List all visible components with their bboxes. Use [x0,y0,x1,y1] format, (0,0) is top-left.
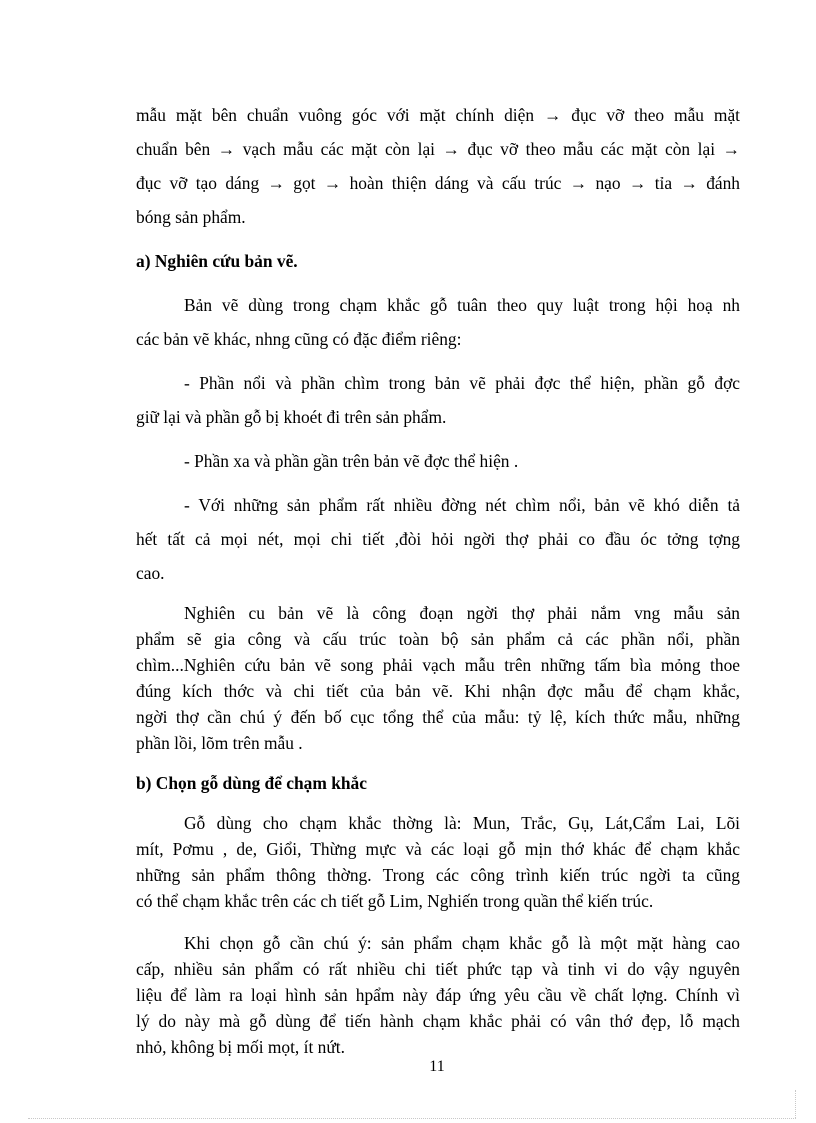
section-a-paragraph-3 [136,444,740,478]
section-a-paragraph-4 [136,488,740,590]
margin-rule [795,1090,796,1118]
text-line: lý do này mà gỗ dùng để tiến hành chạm khắc phải có vân thớ đẹp, lỗ mạch [136,1011,740,1031]
text-line: phẩm sẽ gia công và cấu trúc toàn bộ sản phẩm cả các phần nổi, phần [136,629,740,649]
intro-paragraph [136,98,740,234]
text-line: đúng kích thớc và chi tiết của bản vẽ. Khi nhận đợc mẫu để chạm khắc, [136,681,740,701]
text-line: mít, Pơmu , de, Giổi, Thừng mực và các loại gỗ mịn thớ khác để chạm khắc [136,839,740,859]
section-a-paragraph-5 [136,600,740,756]
section-b-paragraph-1 [136,810,740,914]
text-line: ngời thợ cần chú ý đến bố cục tổng thể của mẫu: tỷ lệ, kích thức mẫu, những [136,707,740,727]
text-line: cao. [136,563,165,583]
text-line: Khi chọn gỗ cần chú ý: sản phẩm chạm khắc gỗ là một mặt hàng cao [184,933,740,953]
text-line: chuẩn bên → vạch mẫu các mặt còn lại → đục vỡ theo mẫu các mặt còn lại → [136,139,740,159]
text-line: liệu để làm ra loại hình sản hpẩm này đáp ứng yêu cầu về chất lợng. Chính vì [136,985,740,1005]
text-line: các bản vẽ khác, nhng cũng có đặc điểm riêng: [136,329,462,349]
text-line: Nghiên cu bản vẽ là công đoạn ngời thợ phải nắm vng mẫu sản [184,603,740,623]
footer-rule [28,1118,796,1119]
section-b-heading: b) Chọn gỗ dùng để chạm khắc [136,773,367,793]
text-line: - Phần xa và phần gần trên bản vẽ đợc thể hiện . [184,451,519,471]
text-line: phần lồi, lõm trên mẫu . [136,733,303,753]
text-line: có thể chạm khắc trên các ch tiết gỗ Lim, Nghiến trong quần thể kiến trúc. [136,891,654,911]
text-line: chìm...Nghiên cứu bản vẽ song phải vạch mẫu trên những tấm bìa mỏng thoe [136,655,740,675]
text-line: những sản phẩm thông thờng. Trong các công trình kiến trúc ngời ta cũng [136,865,740,885]
page-number: 11 [429,1058,445,1075]
text-line: bóng sản phẩm. [136,207,246,227]
text-line: đục vỡ tạo dáng → gọt → hoàn thiện dáng và cấu trúc → nạo → tỉa → đánh [136,173,740,193]
text-line: - Với những sản phẩm rất nhiều đờng nét chìm nổi, bản vẽ khó diễn tả [184,495,740,515]
text-line: mẫu mặt bên chuẩn vuông góc với mặt chính diện → đục vỡ theo mẫu mặt [136,105,740,125]
text-line: Bản vẽ dùng trong chạm khắc gỗ tuân theo quy luật trong hội hoạ nh [184,295,740,315]
section-a-paragraph-2 [136,366,740,434]
text-line: Gỗ dùng cho chạm khắc thờng là: Mun, Trắc, Gụ, Lát,Cẩm Lai, Lõi [184,813,740,833]
text-line: giữ lại và phần gỗ bị khoét đi trên sản phẩm. [136,407,447,427]
section-b-paragraph-2 [136,930,740,1060]
section-a-heading: a) Nghiên cứu bản vẽ. [136,251,298,271]
page-content [136,98,740,1060]
section-a-paragraph-1 [136,288,740,356]
text-line: nhỏ, không bị mối mọt, ít nứt. [136,1037,345,1057]
text-line: - Phần nổi và phần chìm trong bản vẽ phải đợc thể hiện, phần gỗ đợc [184,373,740,393]
text-line: hết tất cả mọi nét, mọi chi tiết ,đòi hỏi ngời thợ phải co đầu óc tởng tợng [136,529,740,549]
text-line: cấp, nhiều sản phẩm có rất nhiều chi tiết phức tạp và tinh vi do vậy nguyên [136,959,740,979]
